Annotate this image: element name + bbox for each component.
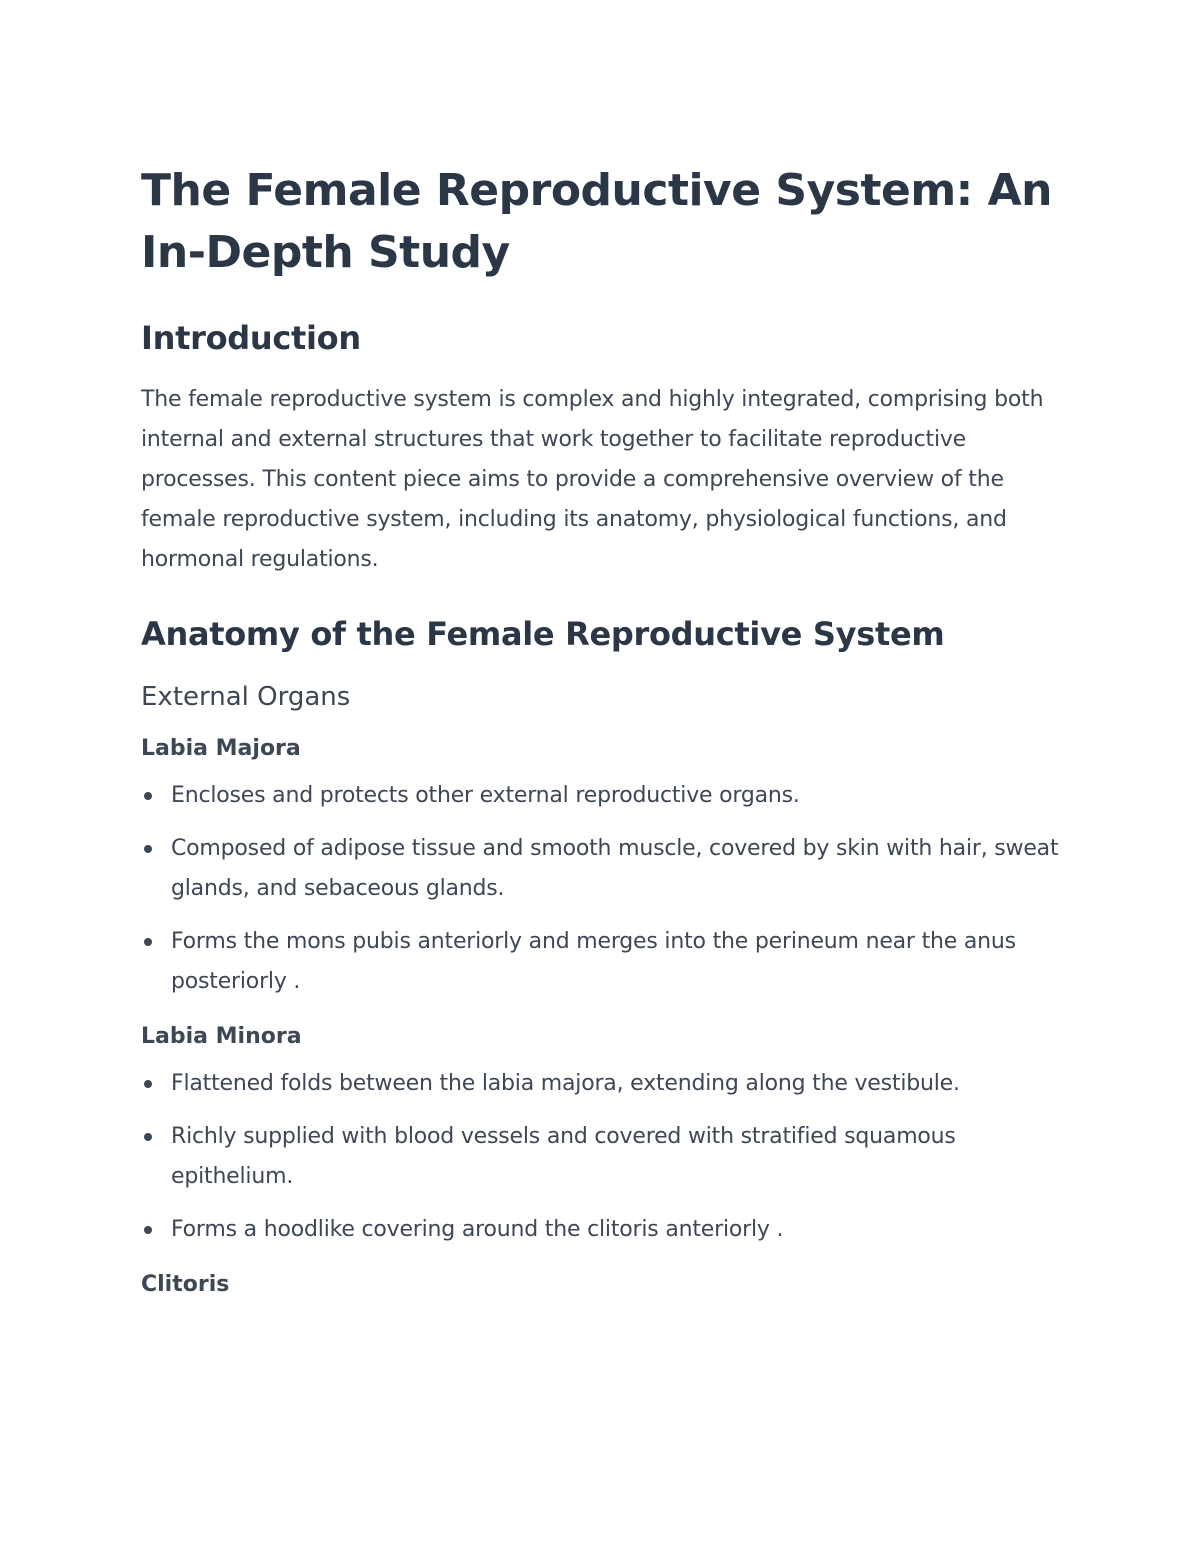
introduction-paragraph: The female reproductive system is complex and highly integrated, comprising both internal and external structures that work together to facilitate reproductive processes. This content piece aims to provide a comprehensive overview of the female reproductive system, including its anatomy, physiological functions, and hormonal regulations. xyxy=(141,387,1044,572)
list-item-text: Forms the mons pubis anteriorly and merges into the perineum near the anus posteriorly . xyxy=(171,929,1016,994)
list-item-text: Richly supplied with blood vessels and covered with stratified squamous epithelium. xyxy=(171,1124,956,1189)
document-title: The Female Reproductive System: An In-Depth Study xyxy=(141,165,1052,278)
list-item-text: Flattened folds between the labia majora, extending along the vestibule. xyxy=(171,1071,960,1096)
labia-majora-heading: Labia Majora xyxy=(141,736,301,761)
anatomy-heading: Anatomy of the Female Reproductive System xyxy=(141,615,945,653)
list-item-text: Forms a hoodlike covering around the clitoris anteriorly . xyxy=(171,1217,784,1242)
bullet-icon xyxy=(144,845,152,853)
list-item xyxy=(141,776,1071,816)
list-item-text: Encloses and protects other external reproductive organs. xyxy=(171,783,800,808)
list-item xyxy=(141,1064,1071,1104)
bullet-icon xyxy=(144,938,152,946)
external-organs-heading: External Organs xyxy=(141,682,351,712)
list-item xyxy=(141,829,1071,909)
document-content xyxy=(141,160,1071,1300)
labia-minora-list xyxy=(141,1064,1071,1250)
clitoris-heading: Clitoris xyxy=(141,1272,230,1297)
bullet-icon xyxy=(144,792,152,800)
list-item xyxy=(141,1117,1071,1197)
labia-majora-list xyxy=(141,776,1071,1002)
introduction-heading: Introduction xyxy=(141,319,361,357)
labia-minora-heading: Labia Minora xyxy=(141,1024,302,1049)
bullet-icon xyxy=(144,1080,152,1088)
list-item xyxy=(141,1210,1071,1250)
list-item-text: Composed of adipose tissue and smooth muscle, covered by skin with hair, sweat glands, and sebaceous glands. xyxy=(171,836,1059,901)
bullet-icon xyxy=(144,1133,152,1141)
list-item xyxy=(141,922,1071,1002)
bullet-icon xyxy=(144,1226,152,1234)
